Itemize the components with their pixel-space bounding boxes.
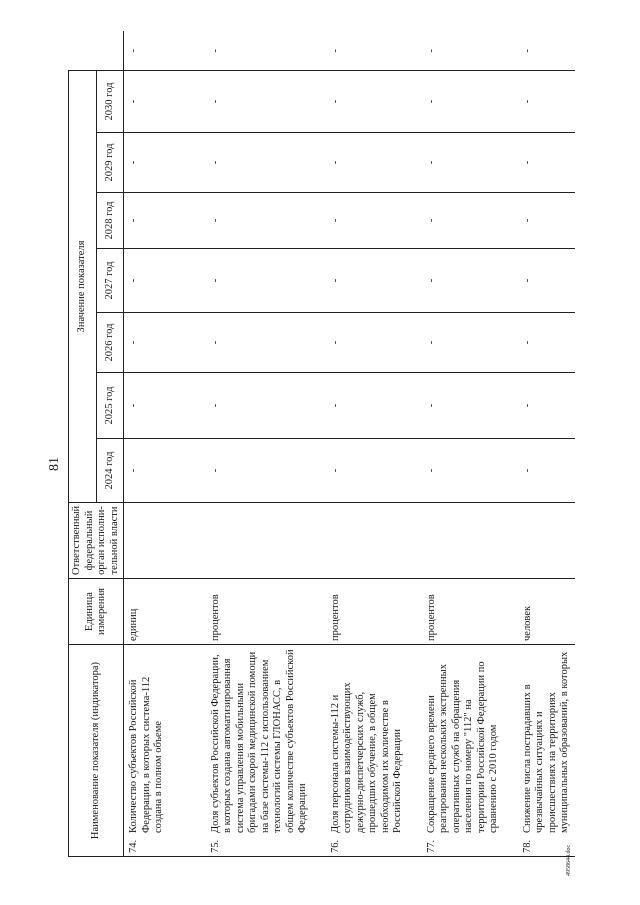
value-2024: - — [124, 439, 206, 503]
unit-cell: процентов — [326, 579, 422, 645]
header-authority: Ответственный федеральный орган исполни-тельной власти — [69, 503, 124, 579]
unit-cell: процентов — [206, 579, 326, 645]
value-2024: - — [422, 439, 518, 503]
table-row — [206, 31, 326, 856]
value-2027: - — [326, 249, 422, 313]
value-2024: - — [206, 439, 326, 503]
value-2028: - — [422, 193, 518, 249]
indicator-name-cell — [326, 645, 422, 857]
authority-cell — [326, 503, 422, 579]
value-2030: - — [124, 70, 206, 132]
value-2030: - — [206, 70, 326, 132]
header-year-2024: 2024 год — [96, 439, 124, 503]
row-number: 78. — [521, 839, 533, 853]
table-row — [422, 31, 518, 856]
header-year-2028: 2028 год — [96, 193, 124, 249]
indicator-name: Доля субъектов Российской Федерации, в которых создана автоматизированная система управления мобильными бригадами скорой медицинской помощи на базе системы-112 с использованием технологий системы ГЛОНАСС, в общем количестве субъектов Российской Федерации — [209, 649, 308, 833]
indicator-name-cell — [518, 645, 575, 857]
indicator-name-cell — [124, 645, 206, 857]
value-extra: - — [326, 31, 422, 70]
value-2026: - — [124, 313, 206, 373]
value-extra: - — [518, 31, 575, 70]
header-year-2027: 2027 год — [96, 249, 124, 313]
header-year-2030: 2030 год — [96, 70, 124, 132]
value-2025: - — [326, 373, 422, 439]
indicator-name: Сокращение среднего времени реагирования нескольких экстренных оперативных служб на обращения населения по номеру "112" на территории Российской Федерации по сравнению с 2010 годом — [425, 661, 499, 833]
value-2028: - — [518, 193, 575, 249]
value-2029: - — [206, 133, 326, 193]
indicator-table — [68, 31, 575, 857]
value-extra: - — [422, 31, 518, 70]
value-2024: - — [518, 439, 575, 503]
page-number: 81 — [47, 457, 62, 471]
value-2025: - — [206, 373, 326, 439]
table-row — [518, 31, 575, 856]
indicator-name: Снижение числа пострадавших в чрезвычайных ситуациях и происшествиях на территориях муниципальных образований, в которых — [521, 651, 570, 833]
value-2026: - — [518, 313, 575, 373]
indicator-name-cell — [206, 645, 326, 857]
row-number: 75. — [209, 839, 221, 853]
document-code: 4958644.doc — [566, 844, 572, 876]
value-2025: - — [422, 373, 518, 439]
indicator-name-cell — [422, 645, 518, 857]
value-2024: - — [326, 439, 422, 503]
value-extra: - — [124, 31, 206, 70]
row-number: 77. — [425, 839, 437, 853]
indicator-name: Доля персонала системы-112 и сотрудников взаимодействующих дежурно-диспетчерских служб, прошедших обучение, в общем необходимом их количестве в Российской Федерации — [329, 682, 403, 833]
indicator-name: Количество субъектов Российской Федерации, в которых система-112 создана в полном объеме — [128, 676, 164, 833]
value-2027: - — [518, 249, 575, 313]
header-year-2026: 2026 год — [96, 313, 124, 373]
value-2026: - — [326, 313, 422, 373]
authority-cell — [124, 503, 206, 579]
header-year-2029: 2029 год — [96, 133, 124, 193]
authority-cell — [422, 503, 518, 579]
value-2030: - — [326, 70, 422, 132]
value-extra: - — [206, 31, 326, 70]
value-2029: - — [124, 133, 206, 193]
authority-cell — [518, 503, 575, 579]
value-2030: - — [518, 70, 575, 132]
value-2028: - — [124, 193, 206, 249]
value-2028: - — [326, 193, 422, 249]
table-row — [124, 31, 206, 856]
header-name: Наименование показателя (индикатора) — [69, 645, 124, 857]
row-number: 76. — [329, 839, 341, 853]
value-2026: - — [422, 313, 518, 373]
value-2030: - — [422, 70, 518, 132]
value-2028: - — [206, 193, 326, 249]
row-number: 74. — [128, 839, 139, 853]
value-2029: - — [518, 133, 575, 193]
table-row — [326, 31, 422, 856]
header-unit: Единица измерения — [69, 579, 124, 645]
header-row-top — [69, 31, 97, 856]
value-2029: - — [326, 133, 422, 193]
authority-cell — [206, 503, 326, 579]
unit-cell: единиц — [124, 579, 206, 645]
value-2026: - — [206, 313, 326, 373]
value-2025: - — [124, 373, 206, 439]
header-extra — [69, 31, 124, 70]
value-2027: - — [124, 249, 206, 313]
rotated-page — [68, 32, 588, 857]
unit-cell: человек — [518, 579, 575, 645]
value-2027: - — [206, 249, 326, 313]
header-year-2025: 2025 год — [96, 373, 124, 439]
unit-cell: процентов — [422, 579, 518, 645]
value-2029: - — [422, 133, 518, 193]
header-value-group: Значение показателя — [69, 70, 97, 502]
value-2025: - — [518, 373, 575, 439]
value-2027: - — [422, 249, 518, 313]
